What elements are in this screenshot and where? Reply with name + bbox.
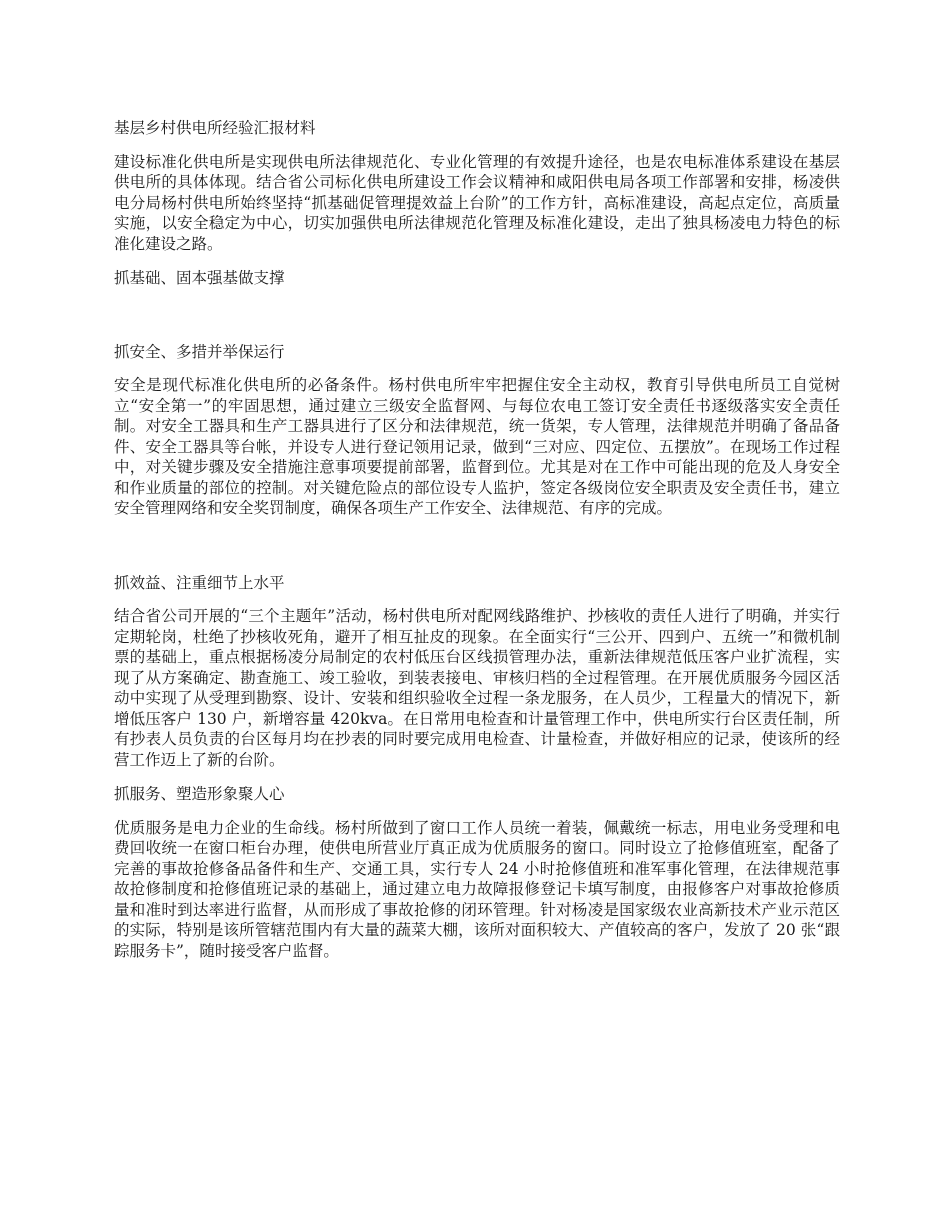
blank-space <box>114 533 840 573</box>
section-heading-efficiency: 抓效益、注重细节上水平 <box>114 573 285 592</box>
document-page <box>114 118 840 975</box>
section-heading-foundation: 抓基础、固本强基做支撑 <box>114 269 285 287</box>
document-title: 基层乡村供电所经验汇报材料 <box>114 119 316 137</box>
intro-paragraph: 建设标准化供电所是实现供电所法律规范化、专业化管理的有效提升途径，也是农电标准体系建设在基层供电所的具体体现。结合省公司标化供电所建设工作会议精神和咸阳供电局各项工作部署和安排，杨凌供电分局杨村供电所始终坚持“抓基础促管理提效益上台阶”的工作方针，高标准建设，高起点定位，高质量实施，以安全稳定为中心，切实加强供电所法律规范化管理及标准化建设，走出了独具杨凌电力特色的标准化建设之路。 <box>114 152 840 253</box>
section-heading-service: 抓服务、塑造形象聚人心 <box>114 785 285 803</box>
section-body-efficiency: 结合省公司开展的“三个主题年”活动，杨村供电所对配网线路维护、抄核收的责任人进行了明确，并实行定期轮岗，杜绝了抄核收死角，避开了相互扯皮的现象。在全面实行“三公开、四到户、五统一”和微机制票的基础上，重点根据杨凌分局制定的农村低压台区线损管理办法，重新法律规范低压客户业扩流程，实现了从方案确定、勘查施工、竣工验收，到装表接电、审核归档的全过程管理。在开展优质服务今园区活动中实现了从受理到勘察、设计、安装和组织验收全过程一条龙服务，在人员少，工程量大的情况下，新增低压客户 130 户，新增容量 420kva。在日常用电检查和计量管理工作中，供电所实行台区责任制，所有抄表人员负责的台区每月均在抄表的同时要完成用电检查、计量检查，并做好相应的记录，使该所的经营工作迈上了新的台阶。 <box>114 607 840 769</box>
blank-space <box>114 302 840 342</box>
section-body-service: 优质服务是电力企业的生命线。杨村所做到了窗口工作人员统一着装，佩戴统一标志，用电业务受理和电费回收统一在窗口柜台办理，使供电所营业厅真正成为优质服务的窗口。同时设立了抢修值班室，配备了完善的事故抢修备品备件和生产、交通工具，实行专人 24 小时抢修值班和准军事化管理，在法律规范事故抢修制度和抢修值班记录的基础上，通过建立电力故障报修登记卡填写制度，由报修客户对事故抢修质量和准时到达率进行监督，从而形成了事故抢修的闭环管理。针对杨凌是国家级农业高新技术产业示范区的实际，特别是该所管辖范围内有大量的蔬菜大棚，该所对面积较大、产值较高的客户，发放了 20 张“跟踪服务卡”，随时接受客户监督。 <box>114 818 840 960</box>
section-body-safety: 安全是现代标准化供电所的必备条件。杨村供电所牢牢把握住安全主动权，教育引导供电所员工自觉树立“安全第一”的牢固思想，通过建立三级安全监督网、与每位农电工签订安全责任书逐级落实安全责任制。对安全工器具和生产工器具进行了区分和法律规范，统一货架，专人管理，法律规范并明确了备品备件、安全工器具等台帐，并设专人进行登记领用记录，做到“三对应、四定位、五摆放”。在现场工作过程中，对关键步骤及安全措施注意事项要提前部署，监督到位。尤其是对在工作中可能出现的危及人身安全和作业质量的部位的控制。对关键危险点的部位设专人监护，签定各级岗位安全职责及安全责任书，建立安全管理网络和安全奖罚制度，确保各项生产工作安全、法律规范、有序的完成。 <box>114 376 840 517</box>
section-heading-safety: 抓安全、多措并举保运行 <box>114 342 285 361</box>
